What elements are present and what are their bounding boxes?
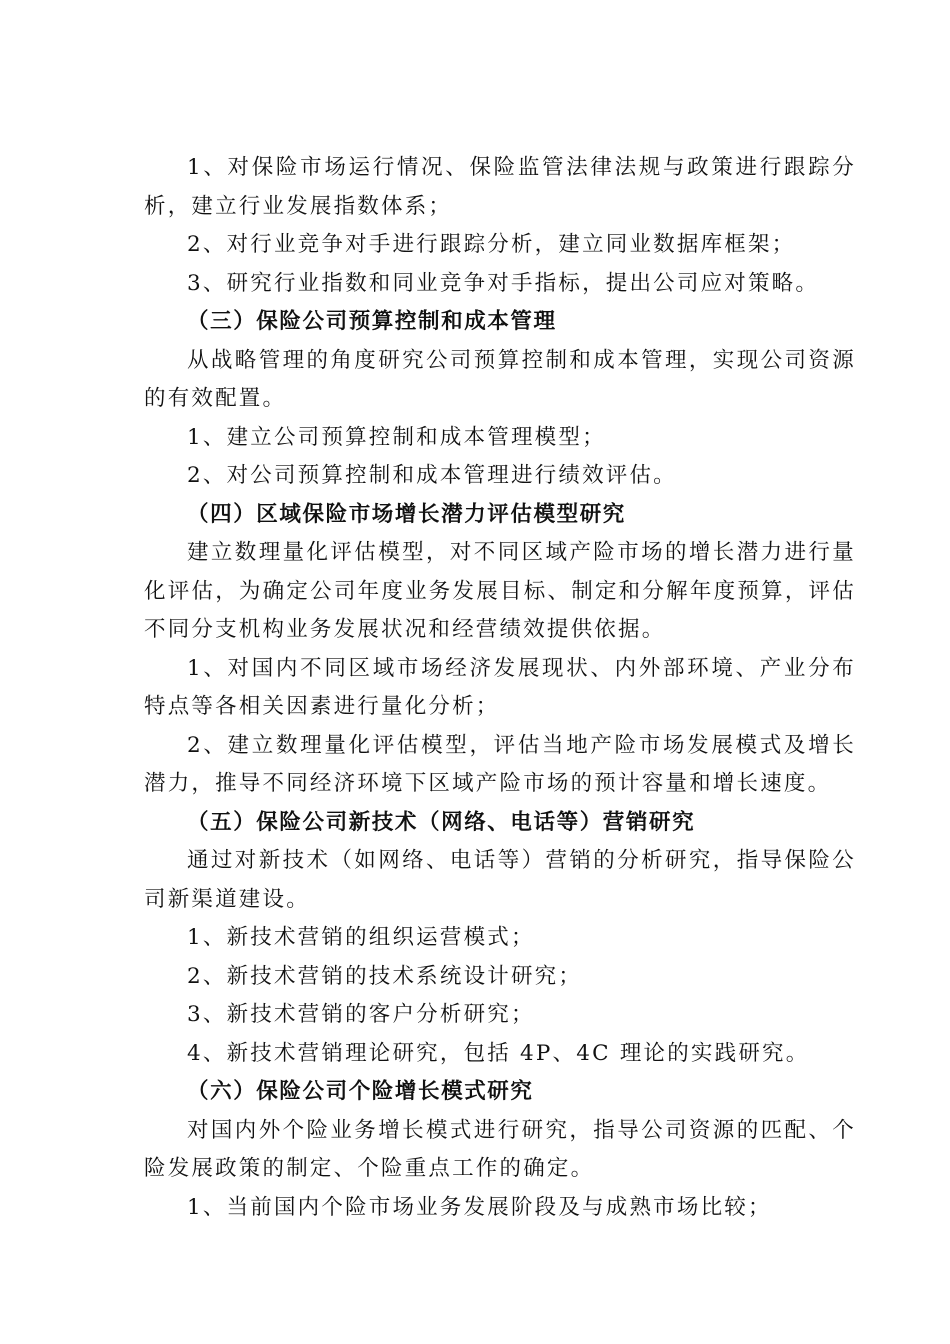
list-item: 2、对公司预算控制和成本管理进行绩效评估。 [187, 463, 677, 488]
body-paragraph: 对国内外个险业务增长模式进行研究，指导公司资源的匹配、个险发展政策的制定、个险重点工作的确定。 [144, 1117, 856, 1181]
list-item: 3、研究行业指数和同业竞争对手指标，提出公司应对策略。 [187, 270, 820, 296]
list-item: 2、对行业竞争对手进行跟踪分析，建立同业数据库框架； [187, 232, 796, 257]
document-body [144, 149, 856, 1227]
list-item: 4、新技术营销理论研究，包括 4P、4C 理论的实践研究。 [187, 1040, 810, 1066]
list-item: 1、当前国内个险市场业务发展阶段及与成熟市场比较； [187, 1194, 772, 1220]
section-heading: （四）区域保险市场增长潜力评估模型研究 [187, 501, 626, 527]
section-heading: （三）保险公司预算控制和成本管理 [187, 309, 557, 334]
body-paragraph: 建立数理量化评估模型，对不同区域产险市场的增长潜力进行量化评估，为确定公司年度业务发展目标、制定和分解年度预算，评估不同分支机构业务发展状况和经营绩效提供依据。 [144, 540, 856, 642]
section-heading: （五）保险公司新技术（网络、电话等）营销研究 [187, 809, 696, 835]
list-item: 1、建立公司预算控制和成本管理模型； [187, 424, 606, 450]
list-item: 1、对国内不同区域市场经济发展现状、内外部环境、产业分布特点等各相关因素进行量化分析； [144, 655, 856, 719]
list-item: 1、新技术营销的组织运营模式； [187, 925, 535, 950]
body-paragraph: 从战略管理的角度研究公司预算控制和成本管理，实现公司资源的有效配置。 [144, 347, 856, 411]
list-item: 1、对保险市场运行情况、保险监管法律法规与政策进行跟踪分析，建立行业发展指数体系； [144, 155, 856, 219]
body-paragraph: 通过对新技术（如网络、电话等）营销的分析研究，指导保险公司新渠道建设。 [144, 848, 856, 912]
list-item: 3、新技术营销的客户分析研究； [187, 1002, 535, 1027]
section-heading: （六）保险公司个险增长模式研究 [187, 1079, 534, 1104]
list-item: 2、新技术营销的技术系统设计研究； [187, 963, 583, 989]
list-item: 2、建立数理量化评估模型，评估当地产险市场发展模式及增长潜力，推导不同经济环境下区域产险市场的预计容量和增长速度。 [144, 732, 856, 796]
